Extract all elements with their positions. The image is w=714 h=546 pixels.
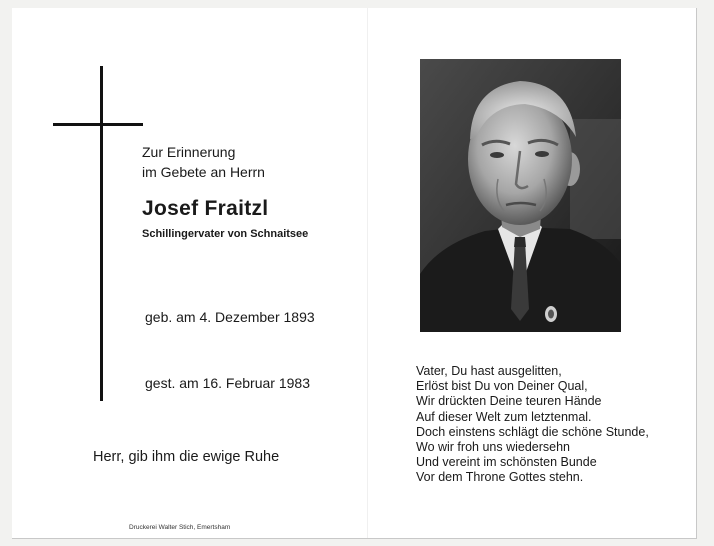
poem-line: Vor dem Throne Gottes stehn. <box>416 470 584 485</box>
printer-credit: Druckerei Walter Stich, Emertsham <box>129 524 231 531</box>
intro-text <box>142 142 265 182</box>
poem-line: Und vereint im schönsten Bunde <box>416 455 597 470</box>
poem <box>416 364 649 486</box>
poem-line: Auf dieser Welt zum letztenmal. <box>416 409 592 424</box>
intro-line-2: im Gebete an Herrn <box>142 164 265 180</box>
memorial-card <box>12 8 697 539</box>
poem-line: Wo wir froh uns wiedersehn <box>416 440 571 455</box>
deceased-name: Josef Fraitzl <box>142 197 269 220</box>
poem-line: Doch einstens schlägt die schöne Stunde, <box>416 424 649 439</box>
poem-line: Erlöst bist Du von Deiner Qual, <box>416 379 588 394</box>
poem-line: Vater, Du hast ausgelitten, <box>416 364 562 378</box>
birth-date: geb. am 4. Dezember 1893 <box>145 309 315 325</box>
portrait-image <box>420 59 621 332</box>
cross-horizontal-bar <box>53 123 143 126</box>
fold-line <box>367 8 368 538</box>
death-date: gest. am 16. Februar 1983 <box>145 375 310 391</box>
portrait-photo <box>420 59 621 332</box>
prayer-line: Herr, gib ihm die ewige Ruhe <box>93 449 280 465</box>
poem-line: Wir drückten Deine teuren Hände <box>416 394 602 409</box>
intro-line-1: Zur Erinnerung <box>142 144 236 160</box>
cross-vertical-bar <box>100 66 103 401</box>
deceased-subtitle: Schillingervater von Schnaitsee <box>142 228 309 240</box>
